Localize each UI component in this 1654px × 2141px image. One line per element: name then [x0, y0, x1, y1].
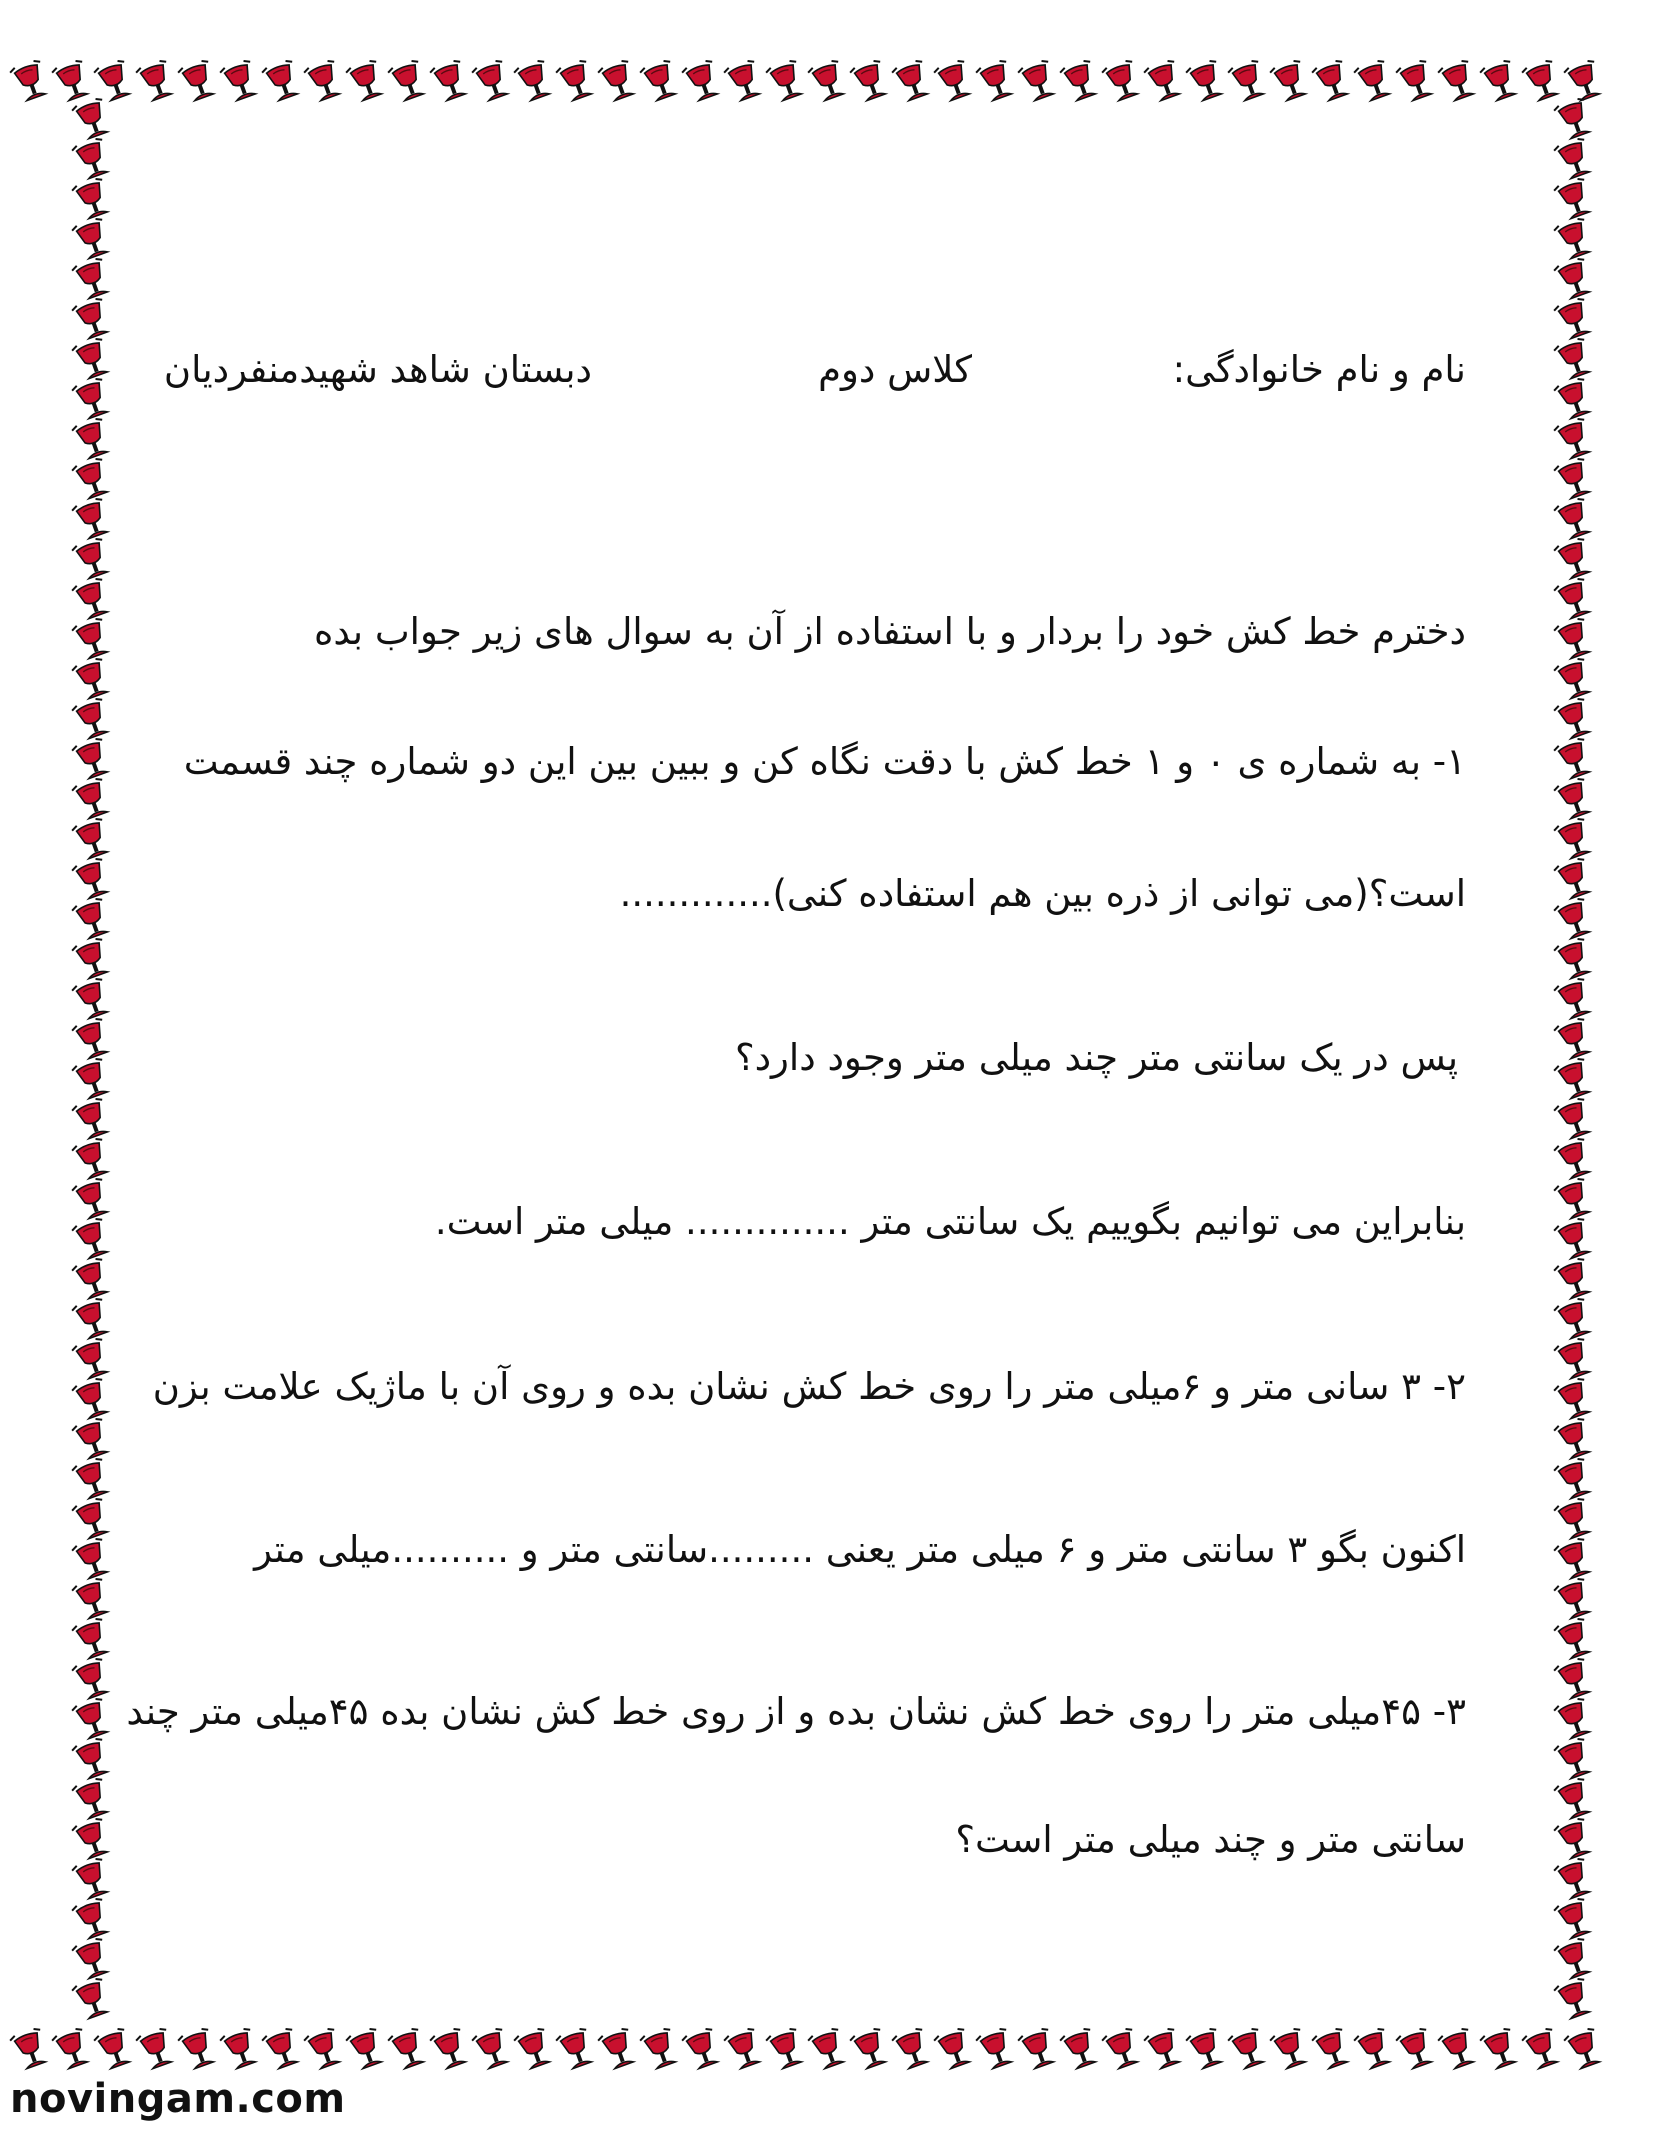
name-field-label: نام و نام خانوادگی: [1172, 348, 1466, 391]
red-goblet-icon [387, 59, 429, 103]
red-goblet-icon [1553, 697, 1595, 741]
red-goblet-icon [1553, 1657, 1595, 1701]
red-goblet-icon [1553, 1257, 1595, 1301]
red-goblet-icon [1553, 977, 1595, 1021]
red-goblet-icon [387, 2027, 429, 2071]
red-goblet-icon [1553, 257, 1595, 301]
red-goblet-icon [71, 1337, 113, 1381]
red-goblet-icon [1437, 59, 1479, 103]
red-goblet-icon [891, 59, 933, 103]
red-goblet-icon [71, 897, 113, 941]
red-goblet-icon [345, 2027, 387, 2071]
border-right [1544, 0, 1614, 2141]
red-goblet-icon [71, 377, 113, 421]
red-goblet-icon [1185, 2027, 1227, 2071]
red-goblet-icon [597, 2027, 639, 2071]
red-goblet-icon [1143, 59, 1185, 103]
red-goblet-icon [1553, 417, 1595, 461]
red-goblet-icon [135, 59, 177, 103]
red-goblet-icon [1553, 1777, 1595, 1821]
red-goblet-icon [9, 59, 51, 103]
red-goblet-icon [71, 737, 113, 781]
red-goblet-icon [1227, 2027, 1269, 2071]
red-goblet-icon [849, 2027, 891, 2071]
red-goblet-icon [1017, 2027, 1059, 2071]
red-goblet-icon [807, 2027, 849, 2071]
red-goblet-icon [1553, 1017, 1595, 1061]
red-goblet-icon [1017, 59, 1059, 103]
red-goblet-icon [71, 657, 113, 701]
red-goblet-icon [219, 59, 261, 103]
red-goblet-icon [1553, 377, 1595, 421]
red-goblet-icon [1553, 1977, 1595, 2021]
red-goblet-icon [303, 2027, 345, 2071]
red-goblet-icon [723, 59, 765, 103]
red-goblet-icon [1553, 1697, 1595, 1741]
red-goblet-icon [1553, 1337, 1595, 1381]
red-goblet-icon [1311, 2027, 1353, 2071]
red-goblet-icon [1553, 337, 1595, 381]
red-goblet-icon [1479, 59, 1521, 103]
red-goblet-icon [933, 59, 975, 103]
red-goblet-icon [71, 497, 113, 541]
red-goblet-icon [429, 59, 471, 103]
red-goblet-icon [71, 97, 113, 141]
red-goblet-icon [71, 137, 113, 181]
red-goblet-icon [1059, 2027, 1101, 2071]
red-goblet-icon [639, 2027, 681, 2071]
red-goblet-icon [1553, 137, 1595, 181]
red-goblet-icon [1353, 2027, 1395, 2071]
red-goblet-icon [1553, 1417, 1595, 1461]
red-goblet-icon [1437, 2027, 1479, 2071]
question-1-line-1: ۱- به شماره ی ۰ و ۱ خط کش با دقت نگاه کن و ببین بین این دو شماره چند قسمت [183, 740, 1466, 783]
red-goblet-icon [555, 2027, 597, 2071]
red-goblet-icon [71, 1537, 113, 1581]
red-goblet-icon [71, 297, 113, 341]
red-goblet-icon [597, 59, 639, 103]
red-goblet-icon [71, 1297, 113, 1341]
red-goblet-icon [1553, 657, 1595, 701]
red-goblet-icon [219, 2027, 261, 2071]
red-goblet-icon [1553, 1057, 1595, 1101]
red-goblet-icon [933, 2027, 975, 2071]
red-goblet-icon [71, 1257, 113, 1301]
red-goblet-icon [71, 1177, 113, 1221]
red-goblet-icon [1553, 1817, 1595, 1861]
red-goblet-icon [71, 857, 113, 901]
red-goblet-icon [429, 2027, 471, 2071]
red-goblet-icon [71, 1937, 113, 1981]
red-goblet-icon [71, 1977, 113, 2021]
red-goblet-icon [1185, 59, 1227, 103]
red-goblet-icon [1553, 537, 1595, 581]
red-goblet-icon [71, 617, 113, 661]
red-goblet-icon [71, 1657, 113, 1701]
red-goblet-icon [1553, 1537, 1595, 1581]
red-goblet-icon [71, 937, 113, 981]
red-goblet-icon [1553, 1937, 1595, 1981]
red-goblet-icon [1553, 937, 1595, 981]
red-goblet-icon [1553, 497, 1595, 541]
red-goblet-icon [71, 1777, 113, 1821]
red-goblet-icon [71, 257, 113, 301]
red-goblet-icon [1553, 777, 1595, 821]
red-goblet-icon [1553, 1297, 1595, 1341]
red-goblet-icon [1553, 1457, 1595, 1501]
red-goblet-icon [1553, 1897, 1595, 1941]
red-goblet-icon [71, 1577, 113, 1621]
red-goblet-icon [71, 1017, 113, 1061]
red-goblet-icon [849, 59, 891, 103]
red-goblet-icon [71, 1457, 113, 1501]
red-goblet-icon [1553, 897, 1595, 941]
class-label: کلاس دوم [818, 348, 972, 391]
red-goblet-icon [1553, 1137, 1595, 1181]
red-goblet-icon [1553, 817, 1595, 861]
red-goblet-icon [681, 59, 723, 103]
red-goblet-icon [71, 1057, 113, 1101]
red-goblet-icon [513, 59, 555, 103]
red-goblet-icon [71, 537, 113, 581]
red-goblet-icon [71, 977, 113, 1021]
red-goblet-icon [71, 817, 113, 861]
red-goblet-icon [1553, 457, 1595, 501]
red-goblet-icon [1395, 2027, 1437, 2071]
red-goblet-icon [1101, 2027, 1143, 2071]
red-goblet-icon [71, 177, 113, 221]
red-goblet-icon [1143, 2027, 1185, 2071]
red-goblet-icon [555, 59, 597, 103]
red-goblet-icon [71, 1617, 113, 1661]
border-top [0, 52, 1654, 122]
red-goblet-icon [345, 59, 387, 103]
red-goblet-icon [1395, 59, 1437, 103]
red-goblet-icon [1059, 59, 1101, 103]
red-goblet-icon [765, 2027, 807, 2071]
red-goblet-icon [71, 1097, 113, 1141]
red-goblet-icon [9, 2027, 51, 2071]
red-goblet-icon [1101, 59, 1143, 103]
red-goblet-icon [71, 577, 113, 621]
red-goblet-icon [71, 1817, 113, 1861]
red-goblet-icon [177, 59, 219, 103]
question-2-line-2: اکنون بگو ۳ سانتی متر و ۶ میلی متر یعنی .........سانتی متر و ..........میلی متر [254, 1528, 1466, 1571]
intro-text: دخترم خط کش خود را بردار و با استفاده از آن به سوال های زیر جواب بده [313, 610, 1466, 653]
red-goblet-icon [639, 59, 681, 103]
red-goblet-icon [71, 1497, 113, 1541]
red-goblet-icon [1553, 217, 1595, 261]
question-2-line-1: ۲- ۳ سانی متر و ۶میلی متر را روی خط کش نشان بده و روی آن با ماژیک علامت بزن [152, 1365, 1466, 1408]
red-goblet-icon [71, 217, 113, 261]
red-goblet-icon [261, 59, 303, 103]
red-goblet-icon [1553, 1857, 1595, 1901]
red-goblet-icon [1553, 177, 1595, 221]
red-goblet-icon [71, 417, 113, 461]
red-goblet-icon [71, 1857, 113, 1901]
red-goblet-icon [975, 59, 1017, 103]
red-goblet-icon [1353, 59, 1395, 103]
red-goblet-icon [177, 2027, 219, 2071]
red-goblet-icon [1227, 59, 1269, 103]
question-3-line-2: سانتی متر و چند میلی متر است؟ [955, 1818, 1466, 1861]
red-goblet-icon [975, 2027, 1017, 2071]
red-goblet-icon [1553, 577, 1595, 621]
red-goblet-icon [723, 2027, 765, 2071]
red-goblet-icon [1553, 617, 1595, 661]
question-1-line-2: است؟(می توانی از ذره بین هم استفاده کنی)............. [619, 872, 1466, 915]
red-goblet-icon [71, 1697, 113, 1741]
red-goblet-icon [71, 1377, 113, 1421]
red-goblet-icon [807, 59, 849, 103]
site-watermark: novingam.com [10, 2076, 346, 2122]
question-1-line-3: پس در یک سانتی متر چند میلی متر وجود دارد؟ [734, 1036, 1458, 1079]
red-goblet-icon [71, 777, 113, 821]
red-goblet-icon [1269, 2027, 1311, 2071]
red-goblet-icon [681, 2027, 723, 2071]
red-goblet-icon [71, 1897, 113, 1941]
red-goblet-icon [1553, 1217, 1595, 1261]
question-3-line-1: ۳- ۴۵میلی متر را روی خط کش نشان بده و از روی خط کش نشان بده ۴۵میلی متر چند [126, 1690, 1466, 1733]
red-goblet-icon [135, 2027, 177, 2071]
red-goblet-icon [1553, 1377, 1595, 1421]
red-goblet-icon [1553, 97, 1595, 141]
red-goblet-icon [1553, 1617, 1595, 1661]
red-goblet-icon [513, 2027, 555, 2071]
red-goblet-icon [471, 2027, 513, 2071]
red-goblet-icon [1553, 297, 1595, 341]
red-goblet-icon [471, 59, 513, 103]
border-left [62, 0, 132, 2141]
red-goblet-icon [71, 1217, 113, 1261]
red-goblet-icon [1553, 1737, 1595, 1781]
red-goblet-icon [71, 337, 113, 381]
question-1-line-4: بنابراین می توانیم بگوییم یک سانتی متر .............. میلی متر است. [434, 1200, 1466, 1243]
red-goblet-icon [765, 59, 807, 103]
red-goblet-icon [1553, 737, 1595, 781]
red-goblet-icon [1269, 59, 1311, 103]
red-goblet-icon [1553, 1497, 1595, 1541]
red-goblet-icon [71, 697, 113, 741]
red-goblet-icon [71, 1737, 113, 1781]
red-goblet-icon [261, 2027, 303, 2071]
red-goblet-icon [1553, 857, 1595, 901]
red-goblet-icon [891, 2027, 933, 2071]
red-goblet-icon [1311, 59, 1353, 103]
red-goblet-icon [1553, 1577, 1595, 1621]
red-goblet-icon [71, 1417, 113, 1461]
red-goblet-icon [71, 457, 113, 501]
red-goblet-icon [1553, 1097, 1595, 1141]
school-label: دبستان شاهد شهیدمنفردیان [163, 348, 592, 391]
red-goblet-icon [303, 59, 345, 103]
red-goblet-icon [1479, 2027, 1521, 2071]
red-goblet-icon [71, 1137, 113, 1181]
red-goblet-icon [1553, 1177, 1595, 1221]
